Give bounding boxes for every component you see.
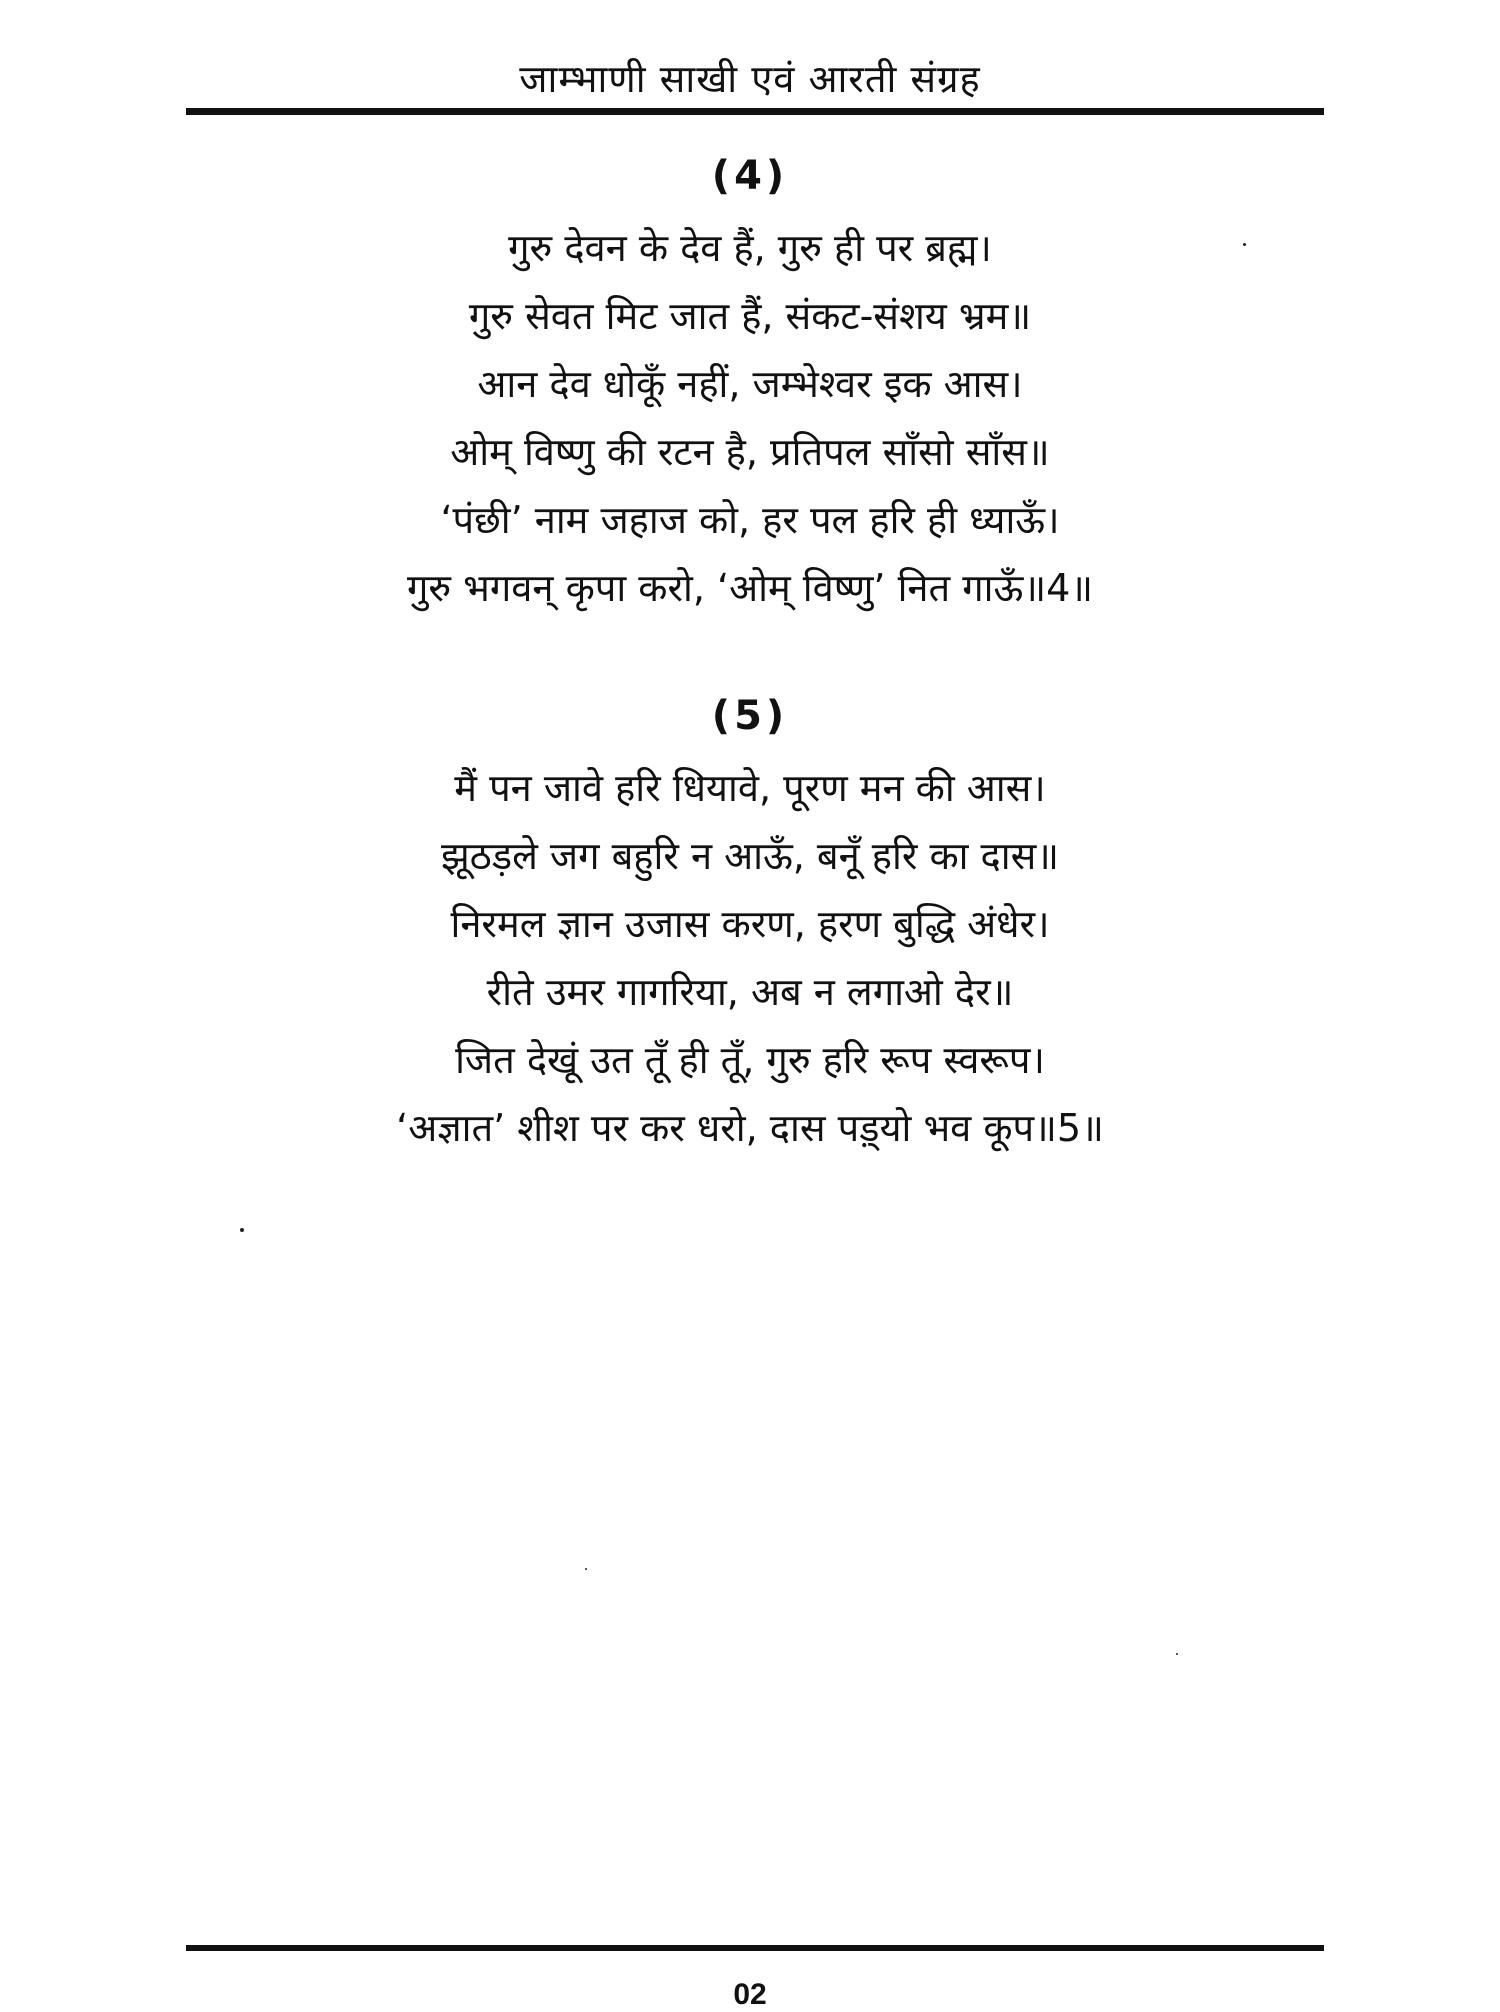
scan-speck (240, 1228, 244, 1232)
verse-line: गुरु देवन के देव हैं, गुरु ही पर ब्रह्म। (508, 226, 992, 270)
verse-line: ‘अज्ञात’ शीश पर कर धरो, दास पड़्यो भव कूप॥5॥ (396, 1106, 1104, 1150)
scan-speck (1176, 1653, 1178, 1655)
verse-line: जित देखूं उत तूँ ही तूँ, गुरु हरि रूप स्वरूप। (455, 1038, 1045, 1082)
verse-line: गुरु सेवत मिट जात हैं, संकट-संशय भ्रम॥ (468, 294, 1032, 338)
scan-speck (1243, 243, 1246, 246)
verse-line: आन देव धोकूँ नहीं, जम्भेश्वर इक आस। (477, 362, 1023, 406)
verse-line: रीते उमर गागरिया, अब न लगाओ देर॥ (486, 970, 1014, 1014)
verse-line: निरमल ज्ञान उजास करण, हरण बुद्धि अंधेर। (450, 902, 1050, 946)
page-number: 02 (733, 1978, 767, 2011)
verse-5 (0, 688, 1500, 1162)
verse-line: मैं पन जावे हरि धियावे, पूरण मन की आस। (454, 766, 1046, 810)
header-rule (186, 108, 1324, 115)
verse-line: ‘पंछी’ नाम जहाज को, हर पल हरि ही ध्याऊँ। (440, 498, 1060, 542)
verse-line: गुरु भगवन् कृपा करो, ‘ओम् विष्णु’ नित गाऊँ॥4॥ (406, 566, 1094, 610)
running-header-title: जाम्भाणी साखी एवं आरती संग्रह (519, 57, 981, 101)
verse-4 (0, 148, 1500, 622)
scan-speck (585, 1568, 587, 1570)
footer-rule (186, 1945, 1324, 1951)
verse-number: (4) (711, 153, 789, 199)
verse-line: झूठड़ले जग बहुरि न आऊँ, बनूँ हरि का दास॥ (440, 834, 1060, 878)
verse-line: ओम् विष्णु की रटन है, प्रतिपल साँसो साँस॥ (450, 430, 1050, 474)
verse-number: (5) (711, 693, 789, 739)
